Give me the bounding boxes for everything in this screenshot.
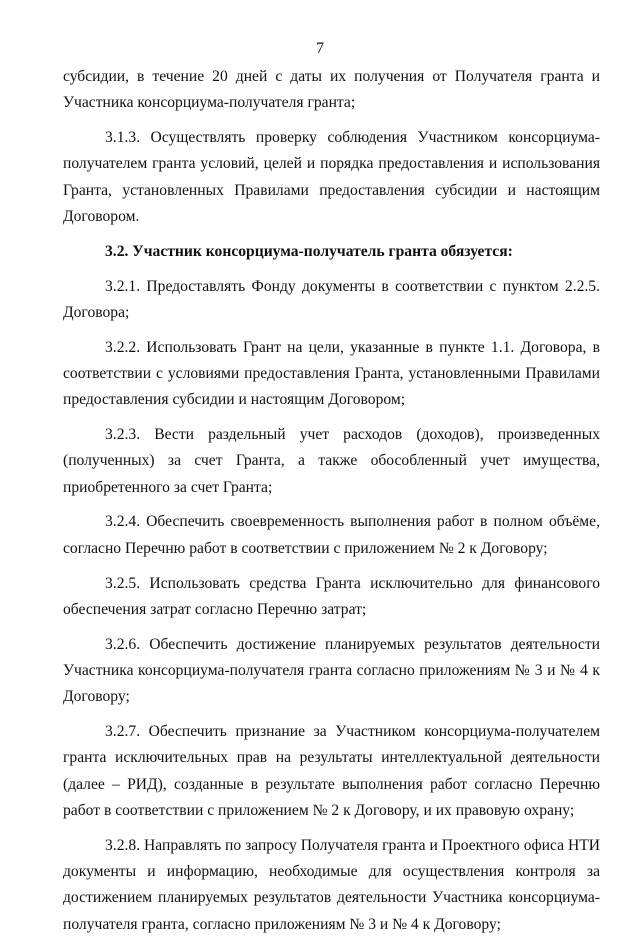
paragraph-3-2-5: 3.2.5. Использовать средства Гранта исключительно для финансового обеспечения затрат согласно Перечню затрат; [63,574,600,618]
paragraph-3-2-3: 3.2.3. Вести раздельный учет расходов (доходов), произведенных (полученных) за счет Гранта, а также обособленный учет имущества, приобретенного за счет Гранта; [63,426,600,496]
section-heading-3-2: 3.2. Участник консорциума-получатель гранта обязуется: [105,242,513,260]
paragraph-3-2-1: 3.2.1. Предоставлять Фонду документы в соответствии с пунктом 2.2.5. Договора; [63,277,600,321]
paragraph-3-2-7: 3.2.7. Обеспечить признание за Участником консорциума-получателем гранта исключительных прав на результаты интеллектуальной деятельности (далее – РИД), созданные в результате выполнения работ согласно Перечню работ в соответствии с приложением № 2 к Договору, и их правовую охрану; [63,723,600,819]
paragraph-3-2-2: 3.2.2. Использовать Грант на цели, указанные в пункте 1.1. Договора, в соответствии с условиями предоставления Гранта, установленными Правилами предоставления субсидии и настоящим Договором; [63,338,600,409]
page-number: 7 [316,40,324,57]
paragraph-3-1-3: 3.1.3. Осуществлять проверку соблюдения Участником консорциума-получателем гранта условий, целей и порядка предоставления и использования Гранта, установленных Правилами предоставления субсидии и настоящим Договором. [63,129,600,225]
document-body [63,64,600,938]
paragraph-continuation: субсидии, в течение 20 дней с даты их получения от Получателя гранта и Участника консорциума-получателя гранта; [63,68,600,112]
paragraph-3-2-8: 3.2.8. Направлять по запросу Получателя гранта и Проектного офиса НТИ документы и информацию, необходимые для осуществления контроля за достижением планируемых результатов деятельности Участника консорциума-получателя гранта, согласно приложениям № 3 и № 4 к Договору; [63,836,600,933]
paragraph-3-2-4: 3.2.4. Обеспечить своевременность выполнения работ в полном объёме, согласно Перечню работ в соответствии с приложением № 2 к Договору; [63,513,600,557]
paragraph-3-2-6: 3.2.6. Обеспечить достижение планируемых результатов деятельности Участника консорциума-получателя гранта согласно приложениям № 3 и № 4 к Договору; [63,635,600,706]
